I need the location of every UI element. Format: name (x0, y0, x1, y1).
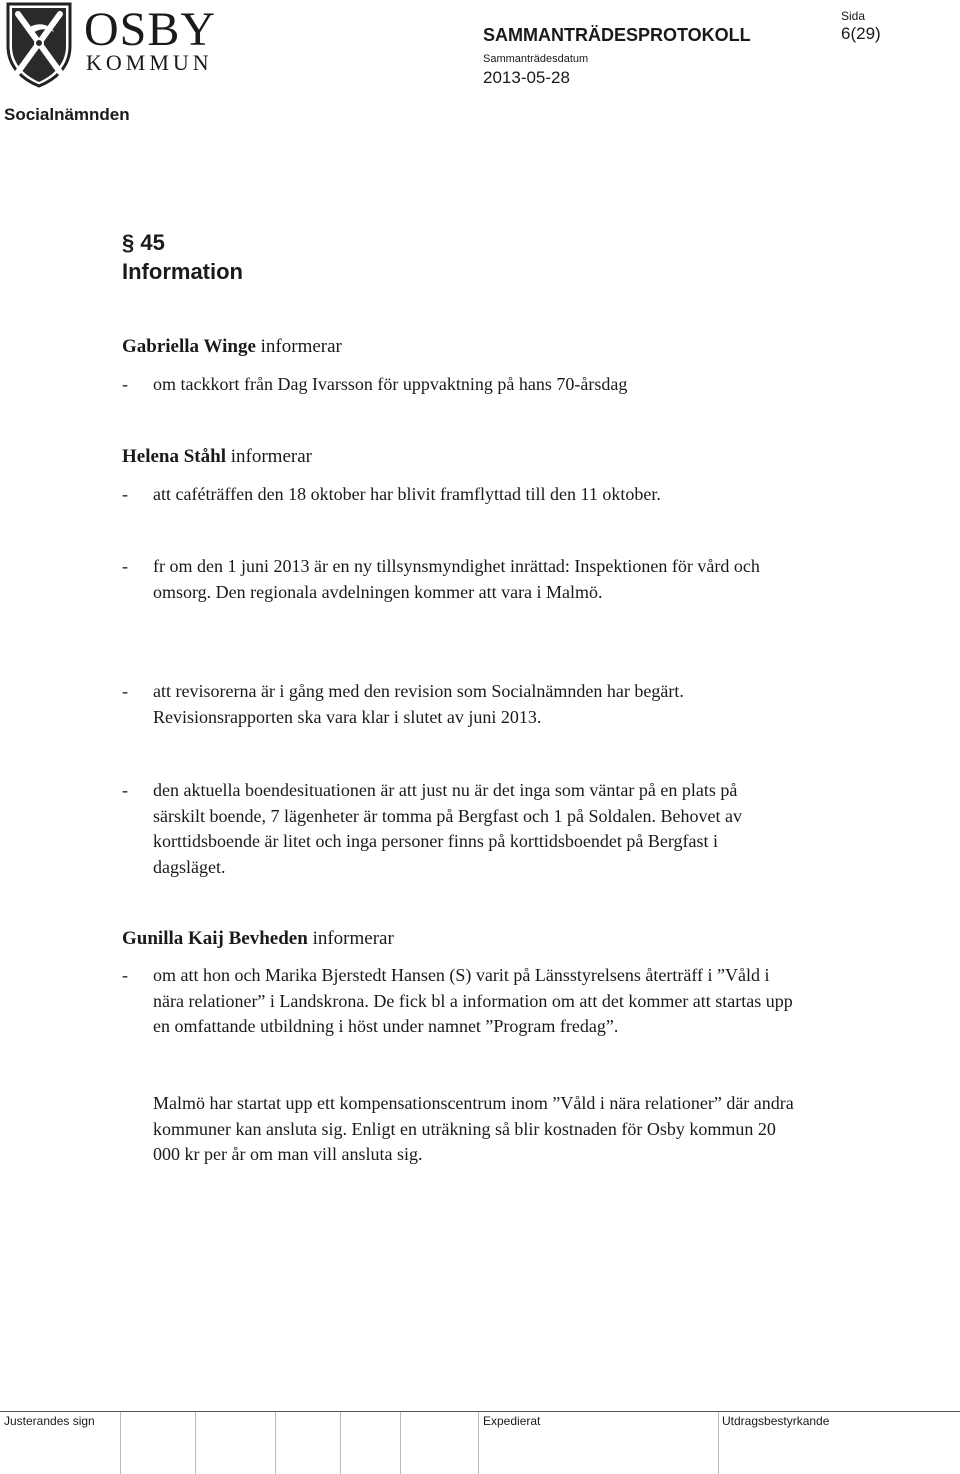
speaker-name: Helena Ståhl (122, 446, 226, 467)
signature-box (0, 1412, 121, 1474)
document-type: SAMMANTRÄDESPROTOKOLL (483, 25, 751, 45)
footer-expedierat-label: Expedierat (483, 1414, 541, 1428)
speaker-verb: informerar (225, 446, 312, 467)
signature-box (195, 1412, 276, 1474)
date-label: Sammanträdesdatum (483, 53, 589, 65)
speaker-verb: informerar (307, 928, 394, 949)
speaker-line (122, 336, 342, 358)
bullet-dash: - (122, 965, 128, 985)
bullet-dash: - (122, 484, 128, 504)
list-item-text: att revisorerna är i gång med den revision som Socialnämnden har begärt. Revisionsrapporten ska vara klar i slutet av juni 2013. (153, 681, 684, 727)
speaker-name: Gabriella Winge (122, 336, 256, 357)
list-item-text: den aktuella boendesituationen är att just nu är det inga som väntar på en plats på särskilt boende, 7 lägenheter är tomma på Bergfast och 1 på Soldalen. Behovet av korttidsboende är litet och inga personer finns på korttidsboendet på Bergfast i dagsläget. (153, 780, 742, 877)
signature-box (275, 1412, 341, 1474)
bullet-dash: - (122, 780, 128, 800)
page-number: 6(29) (841, 24, 881, 43)
signature-box (340, 1412, 401, 1474)
list-item (122, 778, 792, 880)
logo-subtitle: KOMMUN (86, 50, 213, 75)
paragraph-title: Information (122, 259, 243, 284)
list-item (122, 482, 802, 508)
list-item (122, 679, 772, 730)
list-item-text: att caféträffen den 18 oktober har blivit framflyttad till den 11 oktober. (153, 484, 661, 504)
list-item-text: fr om den 1 juni 2013 är en ny tillsynsmyndighet inrättad: Inspektionen för vård och omsorg. Den regionala avdelningen kommer att vara i Malmö. (153, 556, 760, 602)
bullet-dash: - (122, 681, 128, 701)
bullet-dash: - (122, 374, 128, 394)
list-item (122, 554, 787, 605)
footer-justerandes-label: Justerandes sign (4, 1414, 95, 1428)
paragraph-number: § 45 (122, 230, 165, 255)
committee-name: Socialnämnden (4, 105, 130, 124)
body-paragraph: Malmö har startat upp ett kompensationscentrum inom ”Våld i nära relationer” där andra kommuner kan ansluta sig. Enligt en uträkning så blir kostnaden för Osby kommun 20 000 kr per år om man vill ansluta sig. (153, 1093, 794, 1164)
page-label: Sida (841, 9, 866, 23)
list-item-text: om tackkort från Dag Ivarsson för uppvaktning på hans 70-årsdag (153, 374, 628, 394)
signature-box (478, 1412, 719, 1474)
speaker-line (122, 928, 394, 950)
speaker-verb: informerar (255, 336, 342, 357)
list-item (122, 372, 802, 398)
signature-box (120, 1412, 196, 1474)
list-item-text: om att hon och Marika Bjerstedt Hansen (S) varit på Länsstyrelsens återträff i ”Våld i nära relationer” i Landskrona. De fick bl a information om att det kommer att startas upp en omfattande utbildning i höst under namnet ”Program fredag”. (153, 965, 793, 1036)
municipality-coat-of-arms (4, 2, 74, 88)
meeting-date: 2013-05-28 (483, 68, 570, 87)
logo-wordmark: OSBY (84, 3, 217, 56)
footer-utdrag-label: Utdragsbestyrkande (722, 1414, 830, 1428)
bullet-dash: - (122, 556, 128, 576)
speaker-name: Gunilla Kaij Bevheden (122, 928, 308, 949)
speaker-line (122, 446, 312, 468)
list-item (122, 963, 802, 1040)
signature-box (400, 1412, 479, 1474)
